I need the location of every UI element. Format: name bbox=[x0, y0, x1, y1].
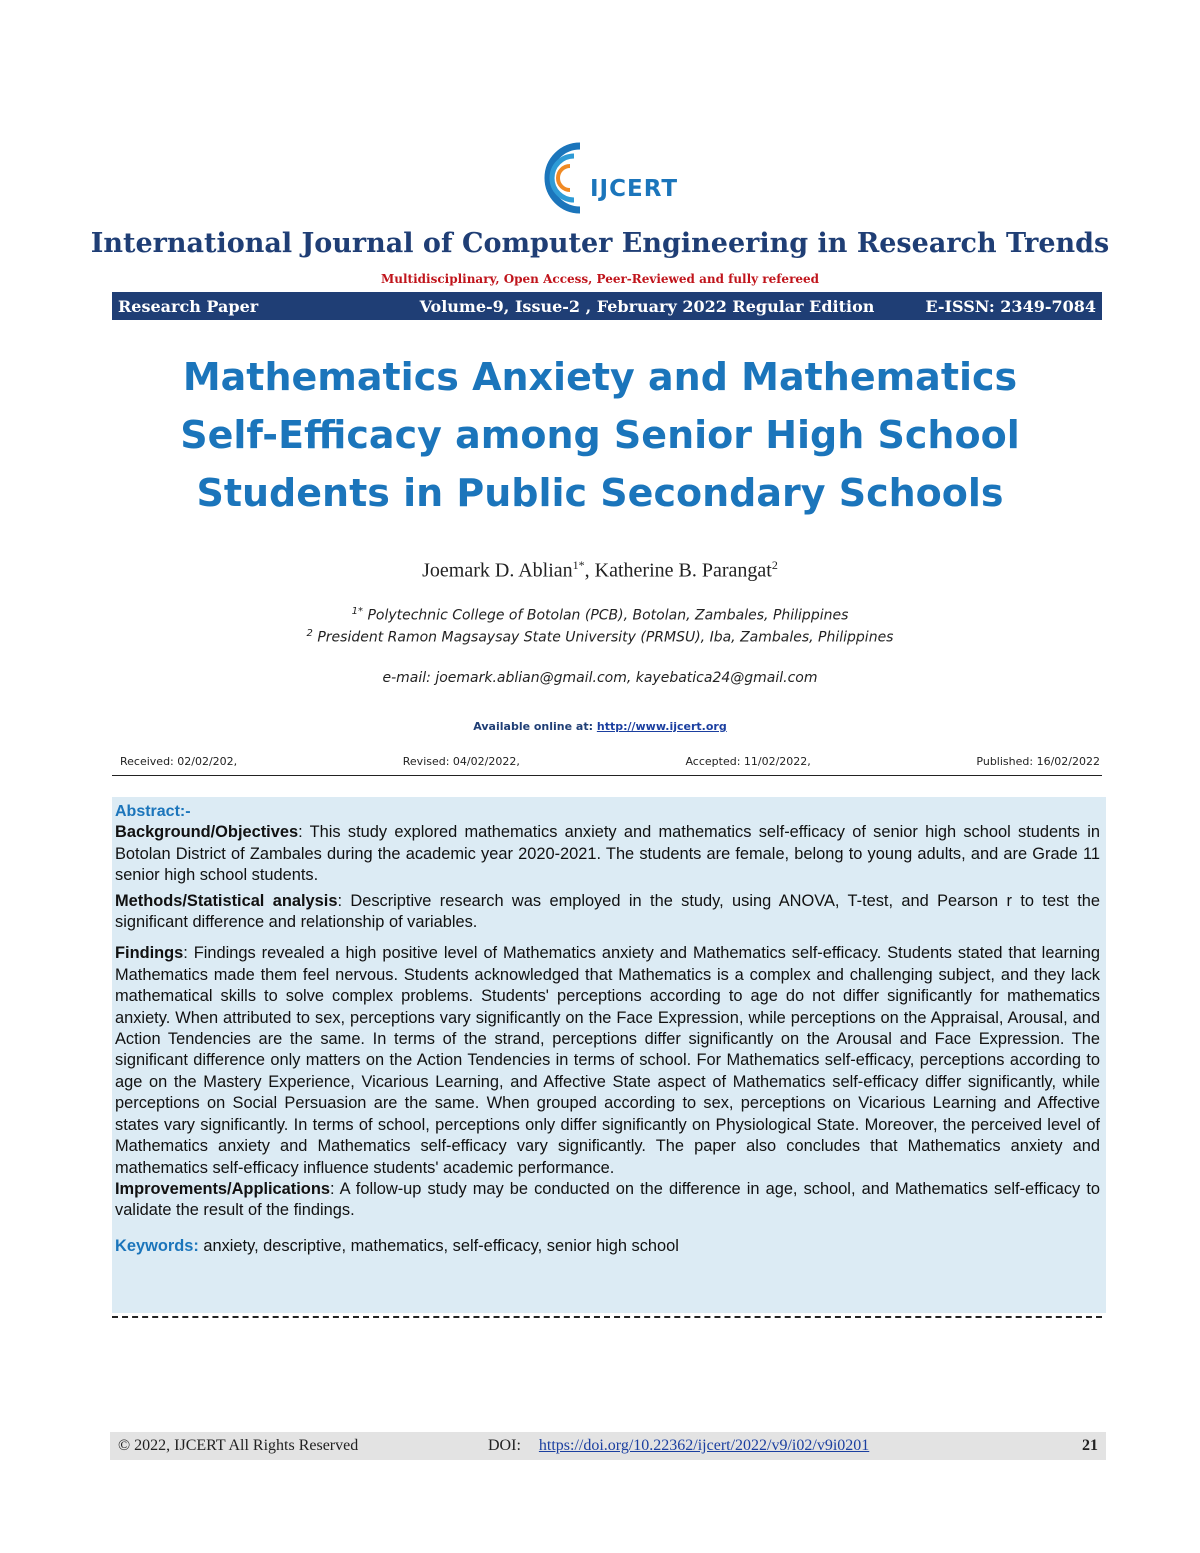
accepted-date: Accepted: 11/02/2022, bbox=[685, 755, 811, 768]
author-name: Katherine B. Parangat bbox=[594, 559, 772, 582]
doi-label: DOI: bbox=[488, 1437, 521, 1454]
author-name: Joemark D. Ablian bbox=[422, 559, 573, 582]
author-list: Joemark D. Ablian$^{1*}$, Katherine B. Parangat$^2$ bbox=[422, 558, 778, 582]
keywords-label: Keywords: bbox=[115, 1236, 199, 1255]
affiliation-superscript: 2 bbox=[306, 628, 313, 639]
dashed-divider bbox=[112, 1316, 1102, 1318]
revised-date: Revised: 04/02/2022, bbox=[402, 755, 520, 768]
author-superscript: 2 bbox=[771, 558, 778, 572]
improvements-label: Improvements/Applications bbox=[115, 1179, 330, 1198]
divider bbox=[112, 775, 1102, 776]
volume-issue: Volume-9, Issue-2 , February 2022 Regular Edition bbox=[419, 296, 875, 316]
page-footer bbox=[110, 1432, 1106, 1460]
journal-link[interactable]: http://www.ijcert.org bbox=[596, 720, 727, 733]
doi-link[interactable]: https://doi.org/10.22362/ijcert/2022/v9/i02/v9i0201 bbox=[538, 1437, 870, 1454]
background-text: : This study explored mathematics anxiety and mathematics self-efficacy of senior high school students in Botolan District of Zambales during the academic year 2020-2021. The students are female, belong to young adults, and are Grade 11 senior high school students. bbox=[115, 823, 1100, 885]
available-online bbox=[0, 720, 1200, 733]
journal-title: International Journal of Computer Engineering in Research Trends bbox=[90, 228, 1110, 259]
author-emails: e-mail: joemark.ablian@gmail.com, kayebatica24@gmail.com bbox=[382, 670, 818, 686]
published-date: Published: 16/02/2022 bbox=[976, 755, 1100, 768]
methods-text: : Descriptive research was employed in the study, using ANOVA, T-test, and Pearson r to test the significant difference and relationship of variables. bbox=[115, 891, 1100, 932]
received-date: Received: 02/02/202, bbox=[120, 755, 238, 768]
findings-text: : Findings revealed a high positive level of Mathematics anxiety and Mathematics self-efficacy. Students stated that learning Mathematics made them feel nervous. Students acknowledged that Mathematics is a complex and challenging subject, and they lack mathematical skills to solve complex problems. Students' perceptions according to age do not differ significantly for mathematics anxiety. When attributed to sex, perceptions vary significantly on the Face Expression, while perceptions on the Appraisal, Arousal, and Action Tendencies are the same. In terms of the strand, perceptions differ significantly on the Arousal and Face Expression. The significant difference only matters on the Action Tendencies in terms of school. For Mathematics self-efficacy, perceptions according to age on the Mastery Experience, Vicarious Learning, and Affective State aspect of Mathematics self-efficacy differ significantly, while perceptions on Social Persuasion are the same. When grouped according to sex, perceptions on Vicarious Learning and Affective states vary significantly. In terms of school, perceptions only differ significantly on Physiological State. Moreover, the perceived level of Mathematics anxiety and Mathematics self-efficacy vary significantly. The paper also concludes that Mathematics anxiety and mathematics self-efficacy influence students' academic performance. bbox=[115, 944, 1100, 1177]
affiliation-text: Polytechnic College of Botolan (PCB), Botolan, Zambales, Philippines bbox=[367, 607, 849, 624]
paper-type: Research Paper bbox=[118, 296, 259, 316]
affiliation-superscript: 1* bbox=[351, 606, 363, 617]
findings-label: Findings bbox=[115, 944, 184, 963]
abstract-box bbox=[112, 797, 1106, 1313]
methods-label: Methods/Statistical analysis bbox=[115, 891, 338, 910]
affiliation bbox=[0, 628, 1200, 646]
paper-title: Mathematics Anxiety and Mathematics Self-Efficacy among Senior High School Students in Public Secondary Schools bbox=[180, 355, 1020, 515]
doi bbox=[488, 1437, 1082, 1455]
keywords-text: anxiety, descriptive, mathematics, self-efficacy, senior high school bbox=[198, 1236, 679, 1255]
page-number: 21 bbox=[1082, 1437, 1098, 1454]
background-label: Background/Objectives bbox=[115, 823, 299, 842]
abstract-heading: Abstract:- bbox=[115, 803, 191, 820]
issn: E-ISSN: 2349-7084 bbox=[925, 296, 1096, 316]
journal-logo bbox=[540, 138, 680, 218]
logo-text: IJCERT bbox=[590, 176, 679, 202]
issue-info-bar bbox=[112, 292, 1102, 320]
copyright: © 2022, IJCERT All Rights Reserved bbox=[118, 1437, 359, 1454]
publication-dates bbox=[120, 755, 1100, 768]
affiliation-text: President Ramon Magsaysay State University (PRMSU), Iba, Zambales, Philippines bbox=[317, 629, 894, 646]
available-online-label: Available online at: bbox=[473, 720, 594, 733]
author-superscript: 1* bbox=[572, 558, 585, 572]
improvements-text: : A follow-up study may be conducted on the difference in age, school, and Mathematics self-efficacy to validate the result of the findings. bbox=[115, 1179, 1100, 1220]
journal-subtitle: Multidisciplinary, Open Access, Peer-Reviewed and fully refereed bbox=[380, 272, 820, 286]
affiliation bbox=[0, 606, 1200, 624]
